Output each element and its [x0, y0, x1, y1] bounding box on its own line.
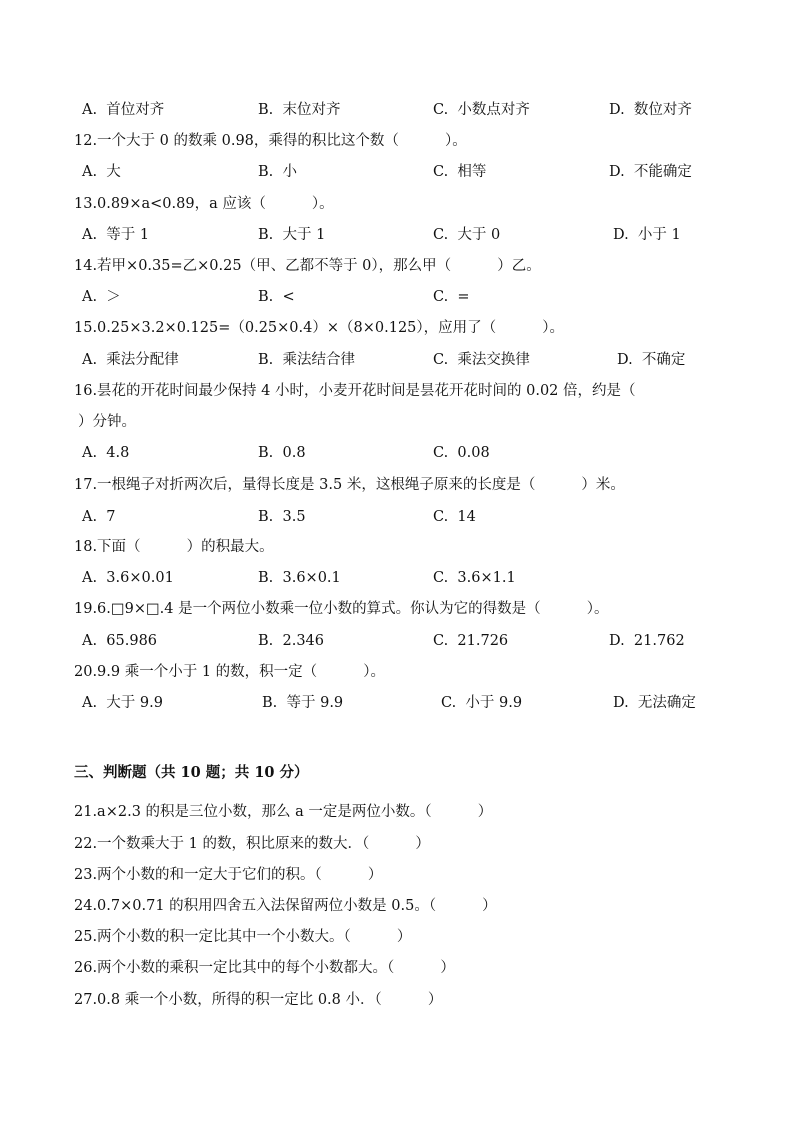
q14-options — [0, 287, 794, 307]
q20-option-b[interactable]: B. 等于 9.9 — [262, 695, 344, 711]
q17-option-b[interactable]: B. 3.5 — [258, 509, 306, 525]
q15-question: 15.0.25×3.2×0.125=（0.25×0.4）×（8×0.125），应用了（ ）。 — [74, 320, 564, 336]
q16-question: 16.昙花的开花时间最少保持 4 小时，小麦开花时间是昙花开花时间的 0.02 倍，约是（ — [74, 383, 636, 399]
q15-option-d[interactable]: D. 不确定 — [617, 352, 686, 368]
q16-option-b[interactable]: B. 0.8 — [258, 445, 306, 461]
q19-question: 19.6.□9×□.4 是一个两位小数乘一位小数的算式。你认为它的得数是（ ）。 — [74, 601, 609, 617]
q11-option-c[interactable]: C. 小数点对齐 — [433, 102, 530, 118]
q14-option-b[interactable]: B. < — [258, 289, 295, 305]
q19-option-d[interactable]: D. 21.762 — [609, 633, 685, 649]
q19-options — [0, 631, 794, 651]
q12-options — [0, 162, 794, 182]
q16-question-continued: ）分钟。 — [78, 414, 136, 430]
q14-option-a[interactable]: A. ＞ — [82, 289, 121, 305]
judgment-21: 21.a×2.3 的积是三位小数，那么 a 一定是两位小数。（ ） — [74, 804, 493, 820]
q13-option-b[interactable]: B. 大于 1 — [258, 227, 326, 243]
q12-option-b[interactable]: B. 小 — [258, 164, 297, 180]
q11-options — [0, 100, 794, 120]
q13-option-d[interactable]: D. 小于 1 — [613, 227, 681, 243]
q17-option-c[interactable]: C. 14 — [433, 509, 476, 525]
q15-options — [0, 350, 794, 370]
q15-option-a[interactable]: A. 乘法分配律 — [82, 352, 179, 368]
q13-question: 13.0.89×a<0.89，a 应该（ ）。 — [74, 196, 334, 212]
q12-question: 12.一个大于 0 的数乘 0.98，乘得的积比这个数（ ）。 — [74, 133, 467, 149]
q18-option-b[interactable]: B. 3.6×0.1 — [258, 570, 341, 586]
q18-question: 18.下面（ ）的积最大。 — [74, 539, 274, 555]
judgment-24: 24.0.7×0.71 的积用四舍五入法保留两位小数是 0.5。（ ） — [74, 898, 497, 914]
judgment-25: 25.两个小数的积一定比其中一个小数大。（ ） — [74, 929, 412, 945]
q12-option-a[interactable]: A. 大 — [82, 164, 121, 180]
q11-option-d[interactable]: D. 数位对齐 — [609, 102, 692, 118]
judgment-26: 26.两个小数的乘积一定比其中的每个小数都大。（ ） — [74, 960, 455, 976]
q13-option-c[interactable]: C. 大于 0 — [433, 227, 501, 243]
q11-option-b[interactable]: B. 末位对齐 — [258, 102, 341, 118]
q13-options — [0, 225, 794, 245]
q19-option-a[interactable]: A. 65.986 — [82, 633, 158, 649]
q20-option-a[interactable]: A. 大于 9.9 — [82, 695, 163, 711]
q17-options — [0, 507, 794, 527]
q18-option-a[interactable]: A. 3.6×0.01 — [82, 570, 174, 586]
q13-option-a[interactable]: A. 等于 1 — [82, 227, 150, 243]
q14-question: 14.若甲×0.35=乙×0.25（甲、乙都不等于 0），那么甲（ ）乙。 — [74, 258, 541, 274]
q18-options — [0, 568, 794, 588]
q16-option-a[interactable]: A. 4.8 — [82, 445, 130, 461]
q12-option-c[interactable]: C. 相等 — [433, 164, 487, 180]
q16-options — [0, 443, 794, 463]
q14-option-c[interactable]: C. = — [433, 289, 470, 305]
section-3-heading: 三、判断题（共 10 题；共 10 分） — [74, 764, 309, 781]
q12-option-d[interactable]: D. 不能确定 — [609, 164, 692, 180]
q17-question: 17.一根绳子对折两次后，量得长度是 3.5 米，这根绳子原来的长度是（ ）米。 — [74, 477, 625, 493]
q17-option-a[interactable]: A. 7 — [82, 509, 116, 525]
q19-option-b[interactable]: B. 2.346 — [258, 633, 324, 649]
q11-option-a[interactable]: A. 首位对齐 — [82, 102, 165, 118]
q18-option-c[interactable]: C. 3.6×1.1 — [433, 570, 516, 586]
q20-option-c[interactable]: C. 小于 9.9 — [441, 695, 523, 711]
q20-question: 20.9.9 乘一个小于 1 的数，积一定（ ）。 — [74, 664, 386, 680]
judgment-27: 27.0.8 乘一个小数，所得的积一定比 0.8 小．（ ） — [74, 992, 443, 1008]
q15-option-b[interactable]: B. 乘法结合律 — [258, 352, 355, 368]
q20-options — [0, 693, 794, 713]
q20-option-d[interactable]: D. 无法确定 — [613, 695, 696, 711]
judgment-22: 22.一个数乘大于 1 的数，积比原来的数大．（ ） — [74, 836, 430, 852]
q19-option-c[interactable]: C. 21.726 — [433, 633, 509, 649]
q15-option-c[interactable]: C. 乘法交换律 — [433, 352, 530, 368]
q16-option-c[interactable]: C. 0.08 — [433, 445, 490, 461]
judgment-23: 23.两个小数的和一定大于它们的积。（ ） — [74, 867, 383, 883]
